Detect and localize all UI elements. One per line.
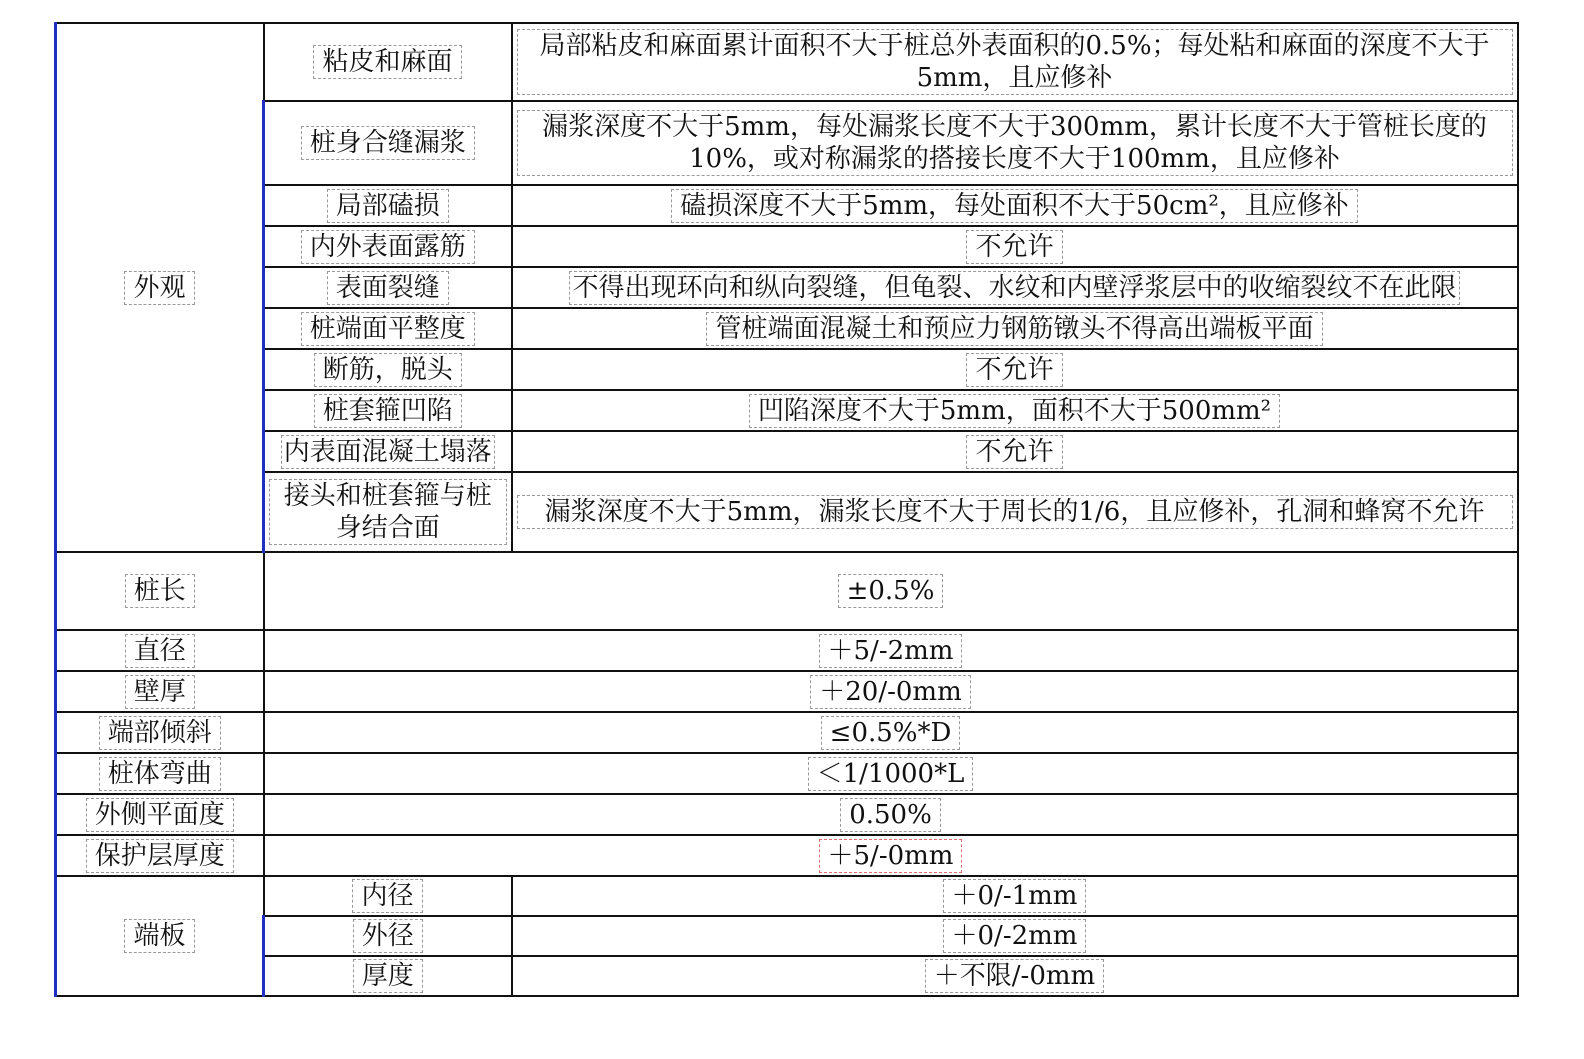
table-row: [56, 835, 1518, 876]
category-label: 保护层厚度: [86, 839, 234, 873]
category-cell: [56, 712, 264, 753]
category-cell: [56, 835, 264, 876]
value-cell: [264, 753, 1518, 794]
table-row: [56, 876, 1518, 916]
item-label: 断筋，脱头: [314, 353, 462, 387]
item-label: 表面裂缝: [327, 271, 449, 305]
item-cell: [264, 431, 512, 472]
requirement-cell: [512, 472, 1518, 552]
item-cell: [264, 956, 512, 996]
item-label: 接头和桩套箍与桩身结合面: [269, 479, 507, 545]
table-row: [56, 267, 1518, 308]
item-cell: [264, 472, 512, 552]
item-cell: [264, 349, 512, 390]
table-row: [56, 794, 1518, 835]
category-label: 外观: [124, 271, 194, 305]
category-label: 端板: [124, 919, 194, 953]
tolerance-value: 0.50%: [840, 798, 941, 832]
requirement-text: 漏浆深度不大于5mm，漏浆长度不大于周长的1/6，且应修补，孔洞和蜂窝不允许: [517, 495, 1513, 529]
value-cell: [264, 794, 1518, 835]
requirement-text: 不允许: [966, 353, 1062, 387]
category-label: 壁厚: [125, 675, 195, 709]
tolerance-value: ±0.5%: [838, 574, 944, 608]
category-cell: [56, 630, 264, 671]
item-label: 桩身合缝漏浆: [301, 126, 475, 160]
tolerance-value: ＋5/-0mm: [819, 839, 963, 873]
value-cell: [512, 956, 1518, 996]
tolerance-value: ＋0/-1mm: [943, 879, 1087, 913]
category-cell: [56, 794, 264, 835]
requirement-cell: [512, 101, 1518, 185]
item-label: 局部磕损: [327, 189, 449, 223]
tolerance-value: ＋20/-0mm: [810, 675, 970, 709]
item-cell: [264, 101, 512, 185]
requirement-text: 凹陷深度不大于5mm，面积不大于500mm²: [749, 394, 1280, 428]
value-cell: [264, 630, 1518, 671]
table-row: [56, 185, 1518, 226]
item-label: 厚度: [353, 959, 423, 993]
item-cell: [264, 876, 512, 916]
table-row: [56, 552, 1518, 630]
requirement-text: 磕损深度不大于5mm，每处面积不大于50cm²，且应修补: [671, 189, 1358, 223]
item-cell: [264, 23, 512, 101]
category-label: 桩体弯曲: [99, 757, 221, 791]
item-cell: [264, 390, 512, 431]
value-cell: [264, 712, 1518, 753]
requirement-cell: [512, 431, 1518, 472]
table-row: [56, 630, 1518, 671]
table-row: [56, 226, 1518, 267]
value-cell: [264, 671, 1518, 712]
tolerance-value: ＋不限/-0mm: [925, 959, 1104, 993]
category-label: 端部倾斜: [99, 716, 221, 750]
item-label: 桩端面平整度: [301, 312, 475, 346]
category-label: 桩长: [125, 574, 195, 608]
table-row: [56, 308, 1518, 349]
requirement-text: 不允许: [966, 435, 1062, 469]
requirement-cell: [512, 390, 1518, 431]
table-row: [56, 23, 1518, 101]
category-label: 外侧平面度: [86, 798, 234, 832]
item-cell: [264, 267, 512, 308]
tolerance-value: ≤0.5%*D: [821, 716, 961, 750]
requirement-text: 不允许: [966, 230, 1062, 264]
item-label: 内径: [352, 879, 422, 913]
value-cell: [512, 876, 1518, 916]
table-row: [56, 671, 1518, 712]
value-cell: [512, 916, 1518, 956]
requirement-cell: [512, 23, 1518, 101]
table-row: [56, 101, 1518, 185]
category-cell-end-plate: [56, 876, 264, 996]
item-label: 桩套箍凹陷: [314, 394, 462, 428]
value-cell: [264, 552, 1518, 630]
category-label: 直径: [125, 634, 195, 668]
requirement-text: 局部粘皮和麻面累计面积不大于桩总外表面积的0.5%；每处粘和麻面的深度不大于5mm，且应修补: [517, 29, 1513, 95]
table-row: [56, 472, 1518, 552]
category-cell: [56, 552, 264, 630]
table-row: [56, 712, 1518, 753]
category-cell: [56, 671, 264, 712]
tolerance-value: ＋5/-2mm: [819, 634, 963, 668]
requirement-text: 管桩端面混凝土和预应力钢筋镦头不得高出端板平面: [706, 312, 1322, 346]
tolerance-value: ＋0/-2mm: [943, 919, 1087, 953]
requirement-cell: [512, 349, 1518, 390]
requirement-text: 不得出现环向和纵向裂缝，但龟裂、水纹和内壁浮浆层中的收缩裂纹不在此限: [569, 271, 1459, 305]
requirement-text: 漏浆深度不大于5mm，每处漏浆长度不大于300mm，累计长度不大于管桩长度的10%，或对称漏浆的搭接长度不大于100mm，且应修补: [517, 110, 1513, 176]
item-cell: [264, 226, 512, 267]
requirement-cell: [512, 308, 1518, 349]
item-label: 粘皮和麻面: [313, 45, 461, 79]
table-row: [56, 956, 1518, 996]
table-row: [56, 431, 1518, 472]
category-cell: [56, 753, 264, 794]
item-cell: [264, 185, 512, 226]
requirement-cell: [512, 226, 1518, 267]
item-label: 内外表面露筋: [301, 230, 475, 264]
table-row: [56, 753, 1518, 794]
value-cell: [264, 835, 1518, 876]
table-row: [56, 349, 1518, 390]
item-label: 内表面混凝土塌落: [281, 435, 495, 469]
item-label: 外径: [353, 919, 423, 953]
category-cell-appearance: [56, 23, 264, 552]
item-cell: [264, 308, 512, 349]
table-row: [56, 916, 1518, 956]
table-row: [56, 390, 1518, 431]
tolerance-value: ＜1/1000*L: [808, 757, 974, 791]
requirement-cell: [512, 185, 1518, 226]
requirement-cell: [512, 267, 1518, 308]
item-cell: [264, 916, 512, 956]
pile-quality-table: [54, 22, 1519, 997]
